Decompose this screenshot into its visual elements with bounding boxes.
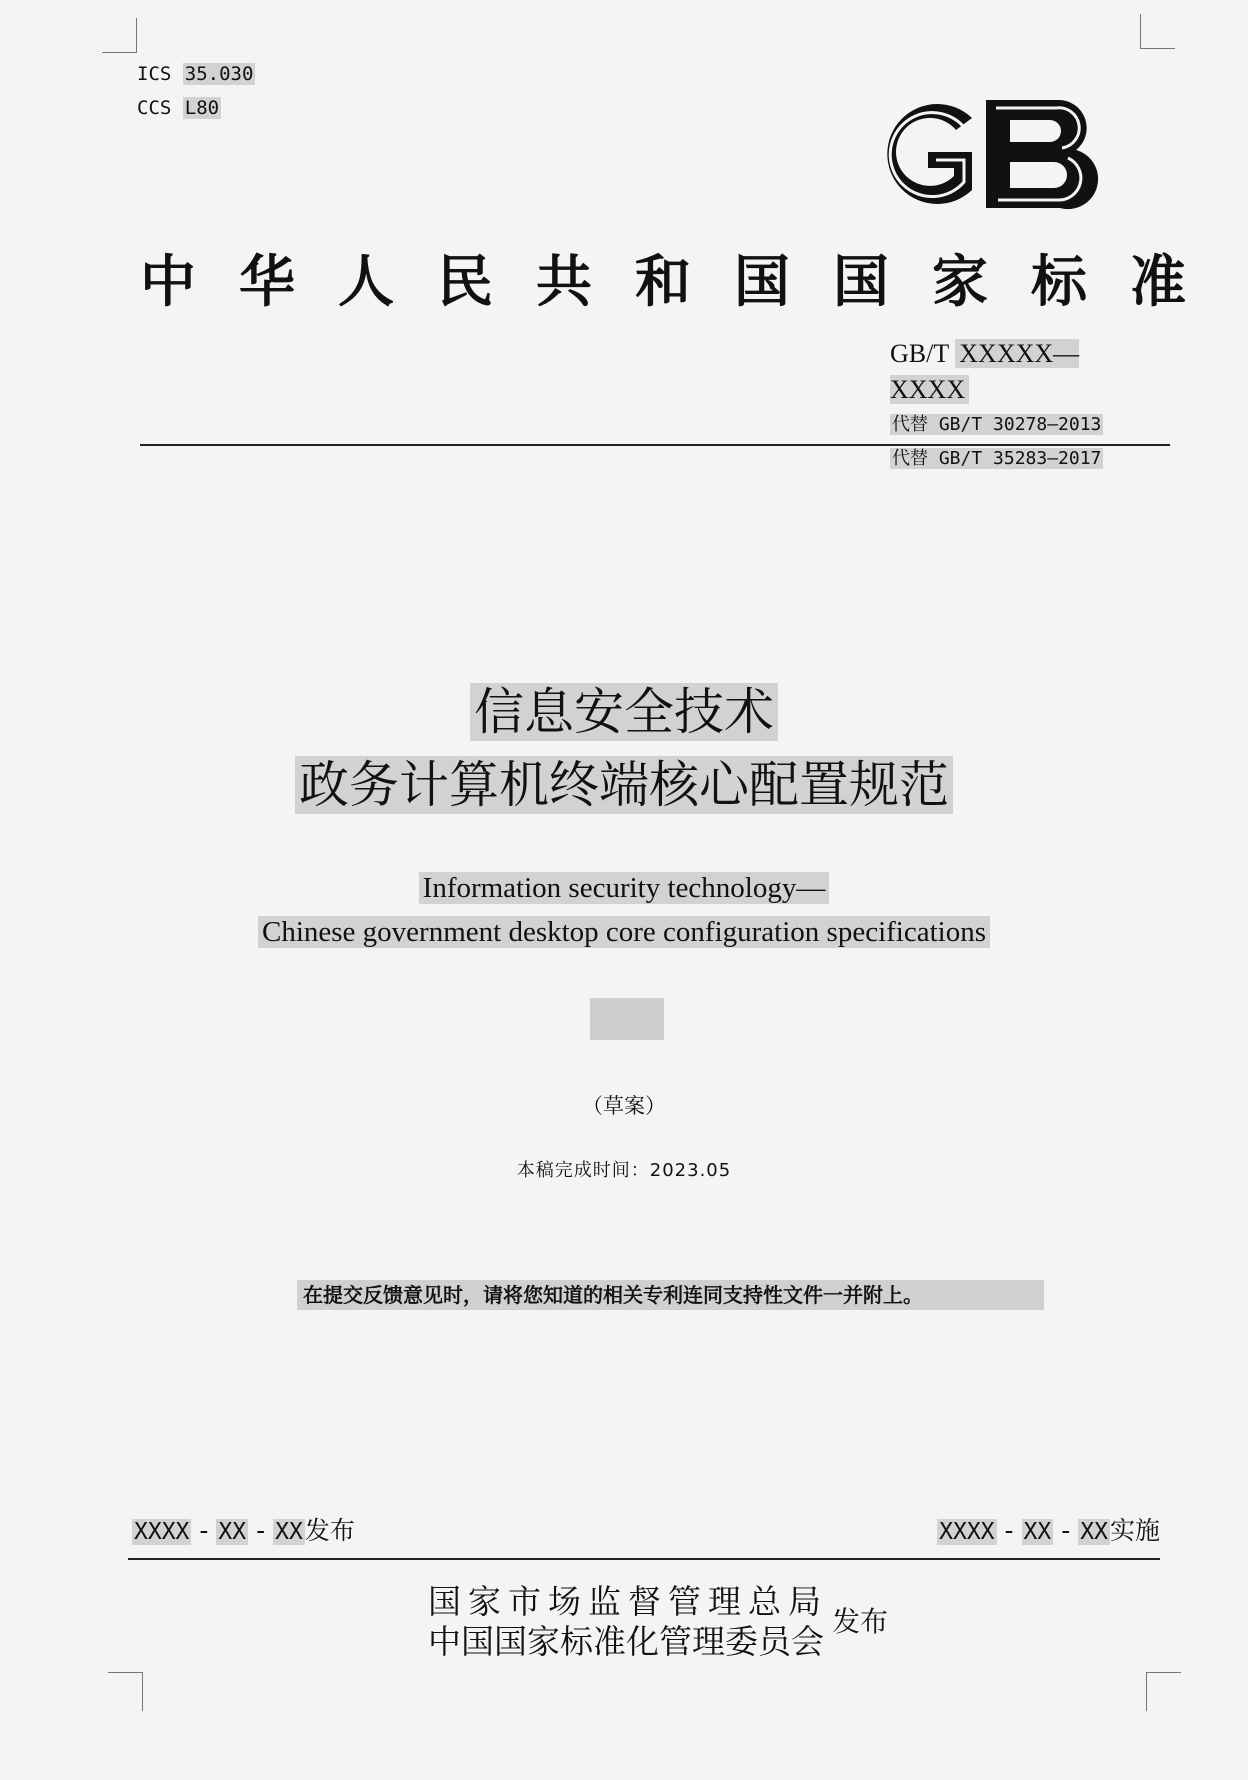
title-en-line2: Chinese government desktop core configuration specifications [0, 912, 1248, 952]
national-standard-title: 中华人民共和国国家标准 [140, 249, 1229, 315]
header-divider [140, 444, 1170, 446]
implement-date: XXXX - XX - XX实施 [939, 1516, 1160, 1545]
ics-label: ICS [137, 63, 172, 85]
publish-label: 发布 [304, 1516, 355, 1545]
replaces-item: 代替 GB/T 35283—2017 [892, 448, 1102, 469]
ccs-label: CCS [137, 97, 172, 119]
crop-mark-top-right [1140, 14, 1175, 49]
crop-mark-bottom-right [1146, 1672, 1181, 1711]
title-en-line1: Information security technology— [0, 868, 1248, 908]
draft-status: （草案） [582, 1094, 666, 1118]
replaces-line [890, 408, 1140, 442]
standard-number [890, 336, 1140, 408]
standard-number-block [890, 336, 1140, 476]
standard-number-value: XXXXX—XXXX [890, 339, 1080, 404]
classification-codes [137, 57, 255, 125]
ics-code: 35.030 [184, 63, 254, 85]
completion-time: 本稿完成时间：2023.05 [516, 1160, 732, 1181]
title-cn-line1: 信息安全技术 [0, 679, 1248, 745]
replaces-item: 代替 GB/T 30278—2013 [892, 414, 1102, 435]
footer-divider [128, 1558, 1160, 1560]
issuer-samr: 国家市场监督管理总局 [428, 1582, 828, 1621]
redacted-placeholder [590, 998, 664, 1040]
title-cn-line2: 政务计算机终端核心配置规范 [0, 752, 1248, 818]
ics-line [137, 57, 255, 91]
implement-label: 实施 [1109, 1516, 1160, 1545]
issuer-sac: 中国国家标准化管理委员会 [428, 1622, 824, 1661]
ccs-line [137, 91, 255, 125]
replaces-line [890, 442, 1140, 476]
issuing-authorities [428, 1582, 828, 1662]
issuer-verb: 发布 [832, 1605, 889, 1638]
patent-notice: 在提交反馈意见时，请将您知道的相关专利连同支持性文件一并附上。 [297, 1280, 1044, 1310]
ccs-code: L80 [184, 97, 220, 119]
crop-mark-top-left [102, 18, 137, 53]
standard-prefix: GB/T [890, 339, 949, 368]
gb-logo [862, 92, 1110, 216]
crop-mark-bottom-left [108, 1672, 143, 1711]
publish-date: XXXX - XX - XX发布 [134, 1516, 355, 1545]
